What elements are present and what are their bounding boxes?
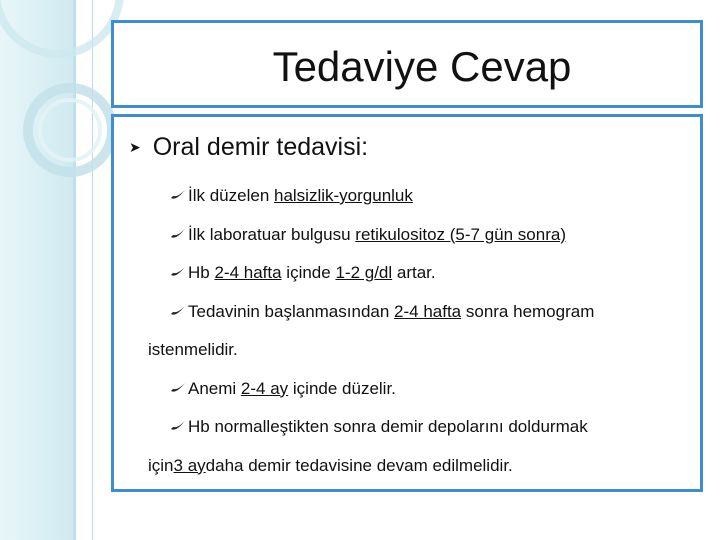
sub-bullet-text: [188, 293, 594, 332]
underlined-text: retikulositoz (5-7 gün sonra): [355, 224, 566, 244]
text-segment: içinde düzelir.: [288, 378, 396, 398]
sub-bullet-continuation: [148, 331, 700, 370]
underlined-text: 2-4 hafta: [394, 301, 462, 321]
sub-bullet-list: [148, 177, 700, 485]
sub-bullet-item: [170, 216, 700, 255]
title-box: [111, 20, 703, 108]
sub-bullet-item: [170, 177, 700, 216]
sub-bullet-text: [188, 216, 566, 255]
sub-bullet-text: [188, 408, 588, 447]
text-segment: için: [148, 455, 174, 475]
text-segment: Tedavinin başlanmasından: [188, 301, 395, 321]
text-segment: istenmelidir.: [148, 340, 238, 359]
text-segment: daha demir tedavisine devam edilmelidir.: [205, 455, 513, 475]
text-segment: Anemi: [188, 378, 241, 398]
swoosh-bullet-icon: [170, 266, 186, 278]
text-segment: Hb: [188, 263, 215, 282]
sub-bullet-text: [188, 370, 396, 409]
swoosh-bullet-icon: [170, 228, 186, 240]
content-box: [111, 114, 703, 492]
text-segment: Hb normalleştikten sonra demir depolarını doldurmak: [188, 417, 588, 436]
underlined-text: halsizlik-yorgunluk: [274, 186, 413, 205]
text-segment: artar.: [392, 263, 436, 282]
text-segment: İlk düzelen: [188, 186, 274, 205]
swoosh-bullet-icon: [170, 420, 186, 432]
swoosh-bullet-icon: [170, 189, 186, 201]
main-bullet: [129, 133, 368, 162]
swoosh-bullet-icon: [170, 382, 186, 394]
slide-title: Tedaviye Cevap: [272, 43, 572, 90]
text-segment: sonra hemogram: [461, 301, 595, 321]
text-segment: içinde: [281, 263, 336, 282]
sub-bullet-item: [170, 370, 700, 409]
text-segment: İlk laboratuar bulgusu: [188, 224, 356, 244]
sub-bullet-item: [170, 408, 700, 447]
underlined-text: 2-4 hafta: [214, 263, 282, 282]
underlined-text: 1-2 g/dl: [335, 263, 393, 282]
main-bullet-text: Oral demir tedavisi:: [152, 133, 369, 161]
underlined-text: 3 ay: [173, 455, 206, 475]
sub-bullet-continuation: [148, 447, 700, 486]
sub-bullet-item: [170, 293, 700, 332]
underlined-text: 2-4 ay: [240, 378, 289, 398]
swoosh-bullet-icon: [170, 305, 186, 317]
sub-bullet-text: [188, 177, 413, 216]
sub-bullet-text: [188, 254, 436, 293]
arrowhead-bullet-icon: ➤: [129, 139, 141, 155]
sub-bullet-item: [170, 254, 700, 293]
